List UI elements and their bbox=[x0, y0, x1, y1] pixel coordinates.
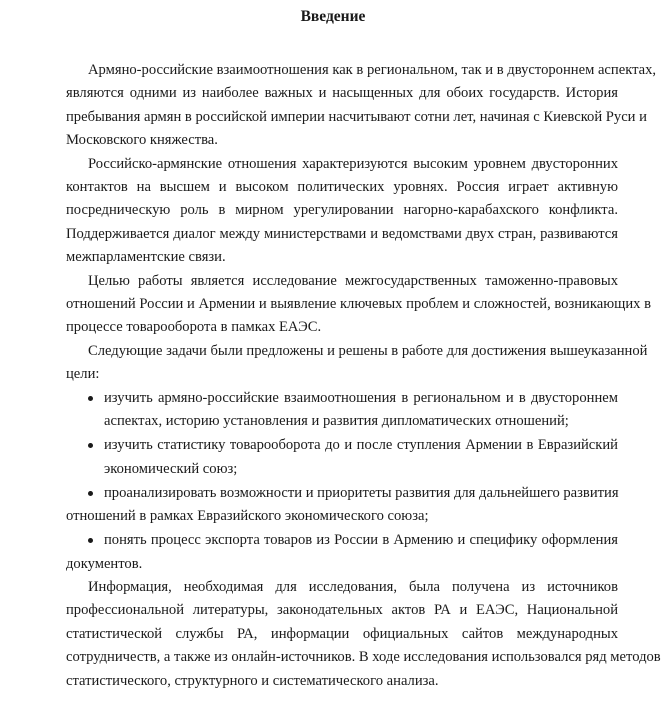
text-line: изучить армяно-российские взаимоотношения в региональном и в двустороннем bbox=[104, 390, 618, 407]
text-line: экономический союз; bbox=[104, 460, 238, 477]
text-line: Информация, необходимая для исследования, была получена из источников bbox=[88, 578, 618, 595]
bullet-item bbox=[66, 434, 618, 481]
bullet-icon bbox=[88, 491, 93, 496]
text-line: Российско-армянские отношения характеризуются высоким уровнем двусторонних bbox=[88, 155, 618, 172]
text-line: контактов на высшем и высоком политических уровнях. Россия играет активную bbox=[66, 178, 618, 195]
paragraph bbox=[66, 59, 657, 153]
document-title: Введение bbox=[300, 8, 366, 25]
paragraph bbox=[66, 270, 651, 340]
text-line: Армяно-российские взаимоотношения как в региональном, так и в двустороннем аспектах, bbox=[88, 62, 657, 78]
text-line: аспектах, историю установления и развития дипломатических отношений; bbox=[104, 413, 569, 430]
paragraph bbox=[66, 340, 648, 387]
text-line: профессиональной литературы, законодательных актов РА и ЕАЭС, Национальной bbox=[66, 602, 618, 619]
text-line: проанализировать возможности и приоритеты развития для дальнейшего развития bbox=[104, 484, 619, 501]
text-line: Целью работы является исследование межгосударственных таможенно-правовых bbox=[88, 272, 618, 289]
text-line: понять процесс экспорта товаров из России в Армению и специфику оформления bbox=[104, 532, 618, 549]
text-line: отношений в рамках Евразийского экономического союза; bbox=[66, 508, 429, 525]
text-line: статистического, структурного и систематического анализа. bbox=[66, 672, 439, 689]
text-line: Следующие задачи были предложены и решены в работе для достижения вышеуказанной bbox=[88, 342, 648, 359]
text-line: Поддерживается диалог между министерствами и ведомствами двух стран, развиваются bbox=[66, 225, 618, 242]
text-line: являются одними из наиболее важных и насыщенных для обоих государств. История bbox=[66, 85, 618, 102]
text-line: отношений России и Армении и выявление ключевых проблем и сложностей, возникающих в bbox=[66, 295, 651, 312]
text-line: цели: bbox=[66, 366, 100, 383]
text-line: процессе товарооборота в памках ЕАЭС. bbox=[66, 319, 322, 336]
text-line: сотрудничеств, а также из онлайн-источников. В ходе исследования использовался ряд методов bbox=[66, 649, 661, 666]
text-line: статистической службы РА, информации официальных сайтов международных bbox=[66, 625, 618, 642]
text-line: посредническую роль в мирном урегулировании нагорно-карабахского конфликта. bbox=[66, 202, 618, 219]
bullet-item bbox=[66, 387, 618, 434]
text-line: межпарламентские связи. bbox=[66, 249, 226, 266]
bullet-item bbox=[66, 482, 618, 529]
bullet-item bbox=[66, 529, 618, 576]
text-line: Московского княжества. bbox=[66, 132, 218, 149]
text-line: документов. bbox=[66, 555, 143, 572]
text-line: изучить статистику товарооборота до и после ступления Армении в Евразийский bbox=[104, 437, 618, 454]
text-line: пребывания армян в российской империи насчитывают сотни лет, начиная с Киевской Руси и bbox=[66, 108, 647, 125]
paragraph bbox=[66, 576, 661, 693]
paragraph bbox=[66, 153, 618, 270]
document-body bbox=[66, 59, 661, 693]
